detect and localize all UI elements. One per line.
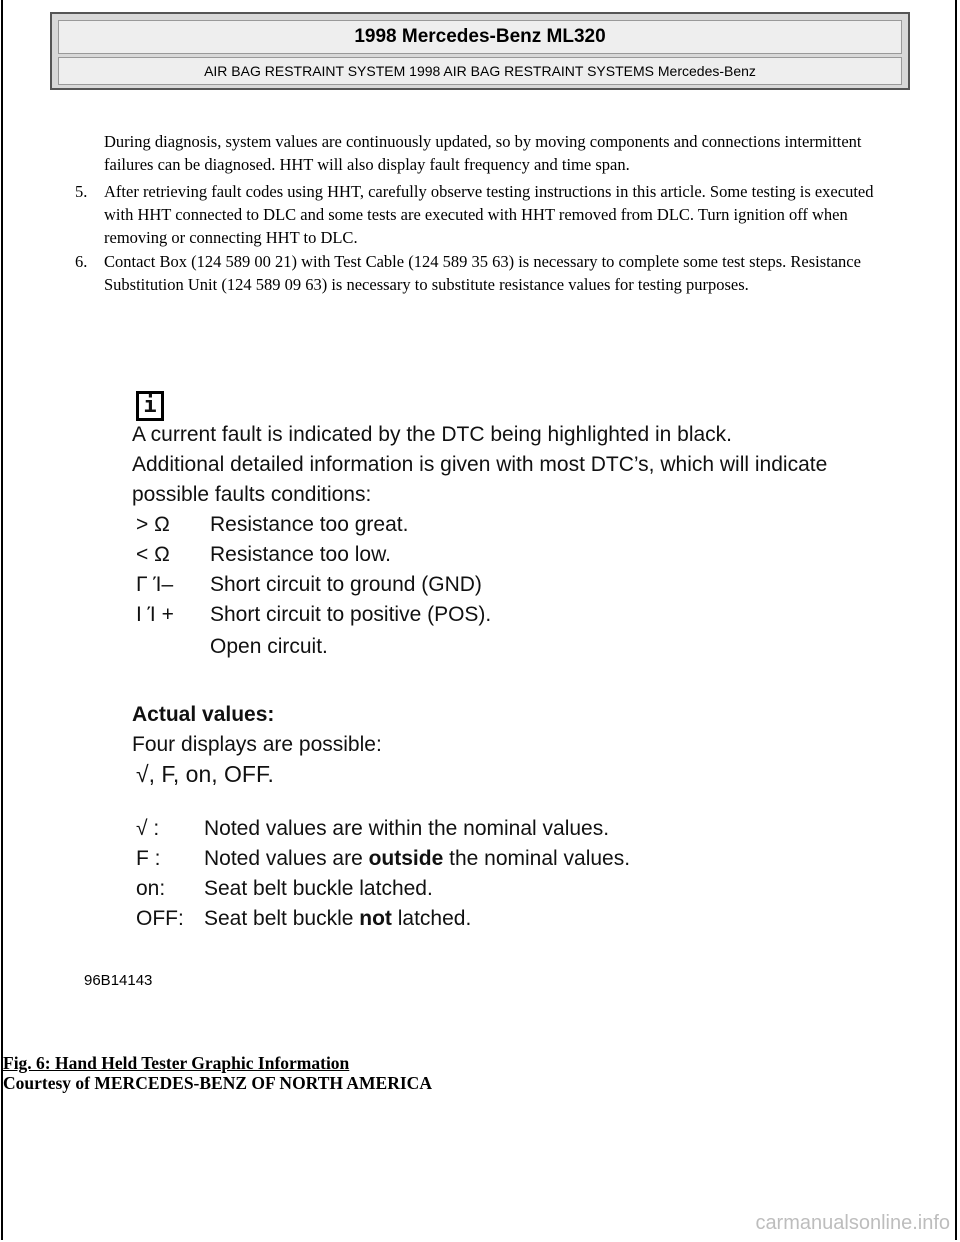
fault-description: Short circuit to positive (POS). [210, 603, 492, 626]
value-text: the nominal values. [443, 847, 631, 870]
fault-symbol: Γ Ί– [136, 573, 174, 596]
figure-code: 96B14143 [84, 972, 153, 989]
figure-text-line: A current fault is indicated by the DTC being highlighted in black. [132, 423, 733, 446]
hht-graphic-figure [120, 385, 900, 995]
value-symbol: OFF: [136, 907, 184, 930]
value-description [204, 847, 630, 871]
list-item-number: 5. [75, 182, 88, 201]
value-text: latched. [391, 907, 472, 930]
actual-values-subheading: Four displays are possible: [132, 733, 382, 756]
fault-description: Open circuit. [210, 635, 328, 658]
list-item-text: After retrieving fault codes using HHT, carefully observe testing instructions in this article. Some testing is executed with HHT connected to DLC and some tests are executed with HHT removed from DLC. Turn ignition off when removing or connecting HHT to DLC. [104, 182, 874, 247]
value-symbol: F : [136, 847, 161, 870]
fault-description: Resistance too low. [210, 543, 391, 566]
value-symbol: √ : [136, 817, 160, 840]
list-item-number: 6. [75, 252, 88, 271]
list-item-text: Contact Box (124 589 00 21) with Test Cable (124 589 35 63) is necessary to complete some test steps. Resistance Substitution Unit (124 589 09 63) is necessary to substitute resistance values for testing purposes. [104, 252, 861, 294]
actual-values-list: √, F, on, OFF. [136, 761, 274, 787]
header-subtitle: AIR BAG RESTRAINT SYSTEM 1998 AIR BAG RESTRAINT SYSTEMS Mercedes-Benz [58, 57, 902, 85]
figure-caption: Fig. 6: Hand Held Tester Graphic Information [3, 1053, 350, 1073]
fault-symbol: Ι Ί + [136, 603, 174, 626]
value-text: Noted values are [204, 847, 369, 870]
value-description [204, 907, 471, 931]
actual-values-heading: Actual values: [132, 703, 275, 726]
value-description [204, 877, 433, 901]
value-emphasis: not [359, 907, 392, 930]
value-text: Noted values are within the nominal values. [204, 817, 610, 840]
value-description [204, 817, 609, 841]
figure-text-line: Additional detailed information is given with most DTC’s, which will indicate [132, 453, 828, 476]
value-text: Seat belt buckle latched. [204, 877, 433, 900]
fault-symbol: > Ω [136, 513, 170, 536]
intro-paragraph: During diagnosis, system values are continuously updated, so by moving components and connections intermittent failures can be diagnosed. HHT will also display fault frequency and time span. [104, 132, 862, 174]
info-icon: i [136, 391, 164, 421]
fault-description: Resistance too great. [210, 513, 409, 536]
fault-symbol: < Ω [136, 543, 170, 566]
page-header [50, 12, 910, 90]
fault-description: Short circuit to ground (GND) [210, 573, 482, 596]
header-title: 1998 Mercedes-Benz ML320 [58, 20, 902, 54]
figure-courtesy: Courtesy of MERCEDES-BENZ OF NORTH AMERICA [3, 1073, 432, 1093]
figure-text-line: possible faults conditions: [132, 483, 372, 506]
value-symbol: on: [136, 877, 166, 900]
watermark: carmanualsonline.info [755, 1212, 950, 1234]
value-text: Seat belt buckle [204, 907, 360, 930]
value-emphasis: outside [368, 847, 444, 870]
